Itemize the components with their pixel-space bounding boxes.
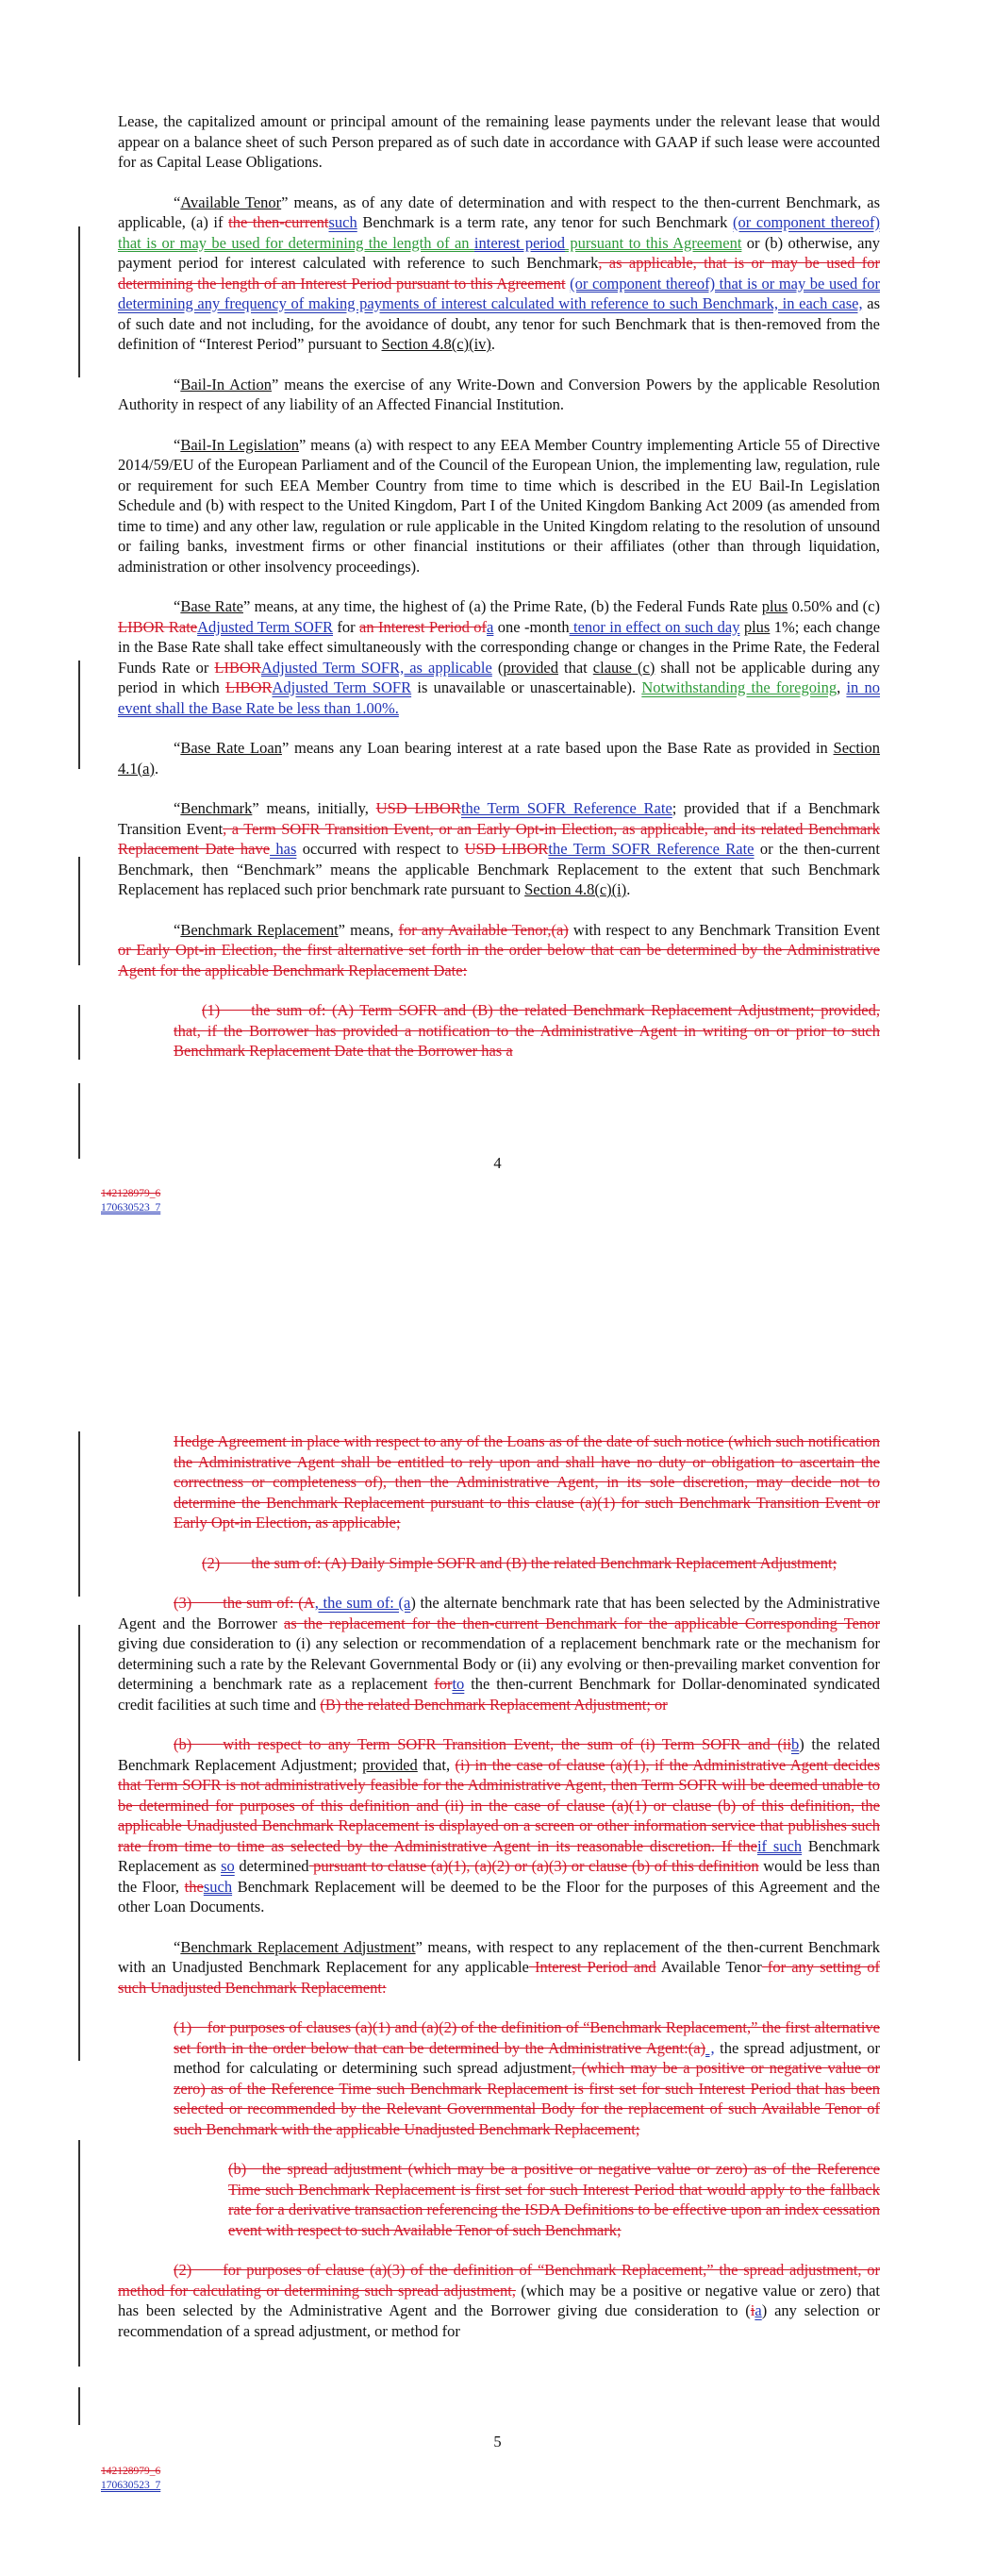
change-bar (78, 1889, 80, 2061)
def-base-rate-loan: “Base Rate Loan” means any Loan bearing interest at a rate based upon the Base Rate as provided in Section 4.1(a). (118, 739, 881, 778)
def-bail-in-legislation: “Bail-In Legislation” means (a) with respect to any EEA Member Country implementing Article 55 of Directive 2014/59/EU of the European Parliament and of the Council of the European Union, the implementing law, regulation, rule or requirement for such EEA Member Country from time to time which is described in the EU Bail-In Legislation Schedule and (b) with respect to the United Kingdom, Part I of the United Kingdom Banking Act 2009 (as amended from time to time) and any other law, regulation or rule applicable in the United Kingdom relating to the resolution of unsound or failing banks, investment firms or other financial institutions or their affiliates (other than through liquidation, administration or other insolvency proceedings). (118, 435, 880, 576)
change-bar (78, 857, 80, 965)
def-base-rate: “Base Rate” means, at any time, the highest of (a) the Prime Rate, (b) the Federal Funds Rate plus 0.50% and (c) LIBOR RateAdjusted Term SOFR for an Interest Period ofa one -month tenor in effect on such day plus 1%; each change in the Base Rate shall take effect simultaneously with the corresponding change or changes in the Prime Rate, the Federal Funds Rate or LIBORAdjusted Term SOFR, as applicable (provided that clause (c) shall not be applicable during any period in which LIBORAdjusted Term SOFR is unavailable or unascertainable). Notwithstanding the foregoing, in no event shall the Base Rate be less than 1.00%. (118, 597, 881, 717)
adj-clause-1: (1) for purposes of clauses (a)(1) and (a)(2) of the definition of “Benchmark Replacement,” the first alternative set forth in the order below that can be determined by the Administrative Agent:(a) , the spread adjustment, or method for calculating or determining such spread adjustment, (which may be a positive or negative value or zero) as of the Reference Time such Benchmark Replacement is first set for such Interest Period that has been selected or recommended by the Relevant Governmental Body for the replacement of such Available Tenor of such Benchmark with the applicable Unadjusted Benchmark Replacement; (174, 2018, 880, 2138)
change-bar (78, 2140, 80, 2367)
change-bar (78, 226, 80, 377)
change-bar (78, 1625, 80, 1889)
clause-2: (2) the sum of: (A) Daily Simple SOFR and (B) the related Benchmark Replacement Adjustment; (202, 1553, 837, 1572)
clause-1-cont: Hedge Agreement in place with respect to any of the Loans as of the date of such notice (which such notification the Administrative Agent shall be entitled to rely upon and shall have no duty or obligation to ascertain the correctness or completeness of), then the Administrative Agent, in its sole discretion, may decide not to determine the Benchmark Replacement pursuant to this clause (a)(1) for such Benchmark Transition Event or Early Opt-in Election, as applicable; (174, 1432, 880, 1531)
change-bar (78, 2387, 80, 2425)
def-benchmark: “Benchmark” means, initially, USD LIBORthe Term SOFR Reference Rate; provided that if a Benchmark Transition Event, a Term SOFR Transition Event, or an Early Opt-in Election, as applicable, and its related Benchmark Replacement Date have has occurred with respect to USD LIBORthe Term SOFR Reference Rate or the then-current Benchmark, then “Benchmark” means the applicable Benchmark Replacement to the extent that such Benchmark Replacement has replaced such prior benchmark rate pursuant to Section 4.8(c)(i). (118, 799, 881, 898)
change-bar (78, 661, 80, 769)
def-benchmark-replacement: “Benchmark Replacement” means, for any Available Tenor,(a) with respect to any Benchmark Transition Event or Early Opt-in Election, the first alternative set forth in the order below that can be determined by the Administrative Agent for the applicable Benchmark Replacement Date: (118, 920, 880, 979)
change-bar (78, 1431, 80, 1597)
def-benchmark-replacement-adjustment: “Benchmark Replacement Adjustment” means, with respect to any replacement of the then-current Benchmark with an Unadjusted Benchmark Replacement for any applicable Interest Period and Available Tenor for any setting of such Unadjusted Benchmark Replacement: (118, 1937, 880, 1997)
page-5 (0, 1302, 995, 2576)
doc-footer: 142128979_6 170630523_7 (101, 2466, 161, 2491)
page-number: 5 (493, 2433, 502, 2451)
adj-clause-b: (b) the spread adjustment (which may be a positive or negative value or zero) as of the Reference Time such Benchmark Replacement is first set for such Interest Period that would apply to the fallback rate for a derivative transaction referencing the ISDA Definitions to be effective upon an index cessation event with respect to such Available Tenor of such Benchmark; (228, 2160, 880, 2239)
def-available-tenor: “Available Tenor” means, as of any date of determination and with respect to the then-current Benchmark, as applicable, (a) if the then-currentsuch Benchmark is a term rate, any tenor for such Benchmark (or component thereof) that is or may be used for determining the length of an interest period pursuant to this Agreement or (b) otherwise, any payment period for interest calculated with reference to such Benchmark, as applicable, that is or may be used for determining the length of an Interest Period pursuant to this Agreement (or component thereof) that is or may be used for determining any frequency of making payments of interest calculated with reference to such Benchmark, in each case, as of such date and not including, for the avoidance of doubt, any tenor for such Benchmark that is then-removed from the definition of “Interest Period” pursuant to Section 4.8(c)(iv). (118, 192, 881, 353)
para-lease: Lease, the capitalized amount or principal amount of the remaining lease payments under the relevant lease that would appear on a balance sheet of such Person prepared as of such date in accordance with GAAP if such lease were accounted for as Capital Lease Obligations. (118, 112, 880, 171)
page-number: 4 (493, 1154, 502, 1172)
change-bar (78, 1083, 80, 1159)
clause-1: (1) the sum of: (A) Term SOFR and (B) the related Benchmark Replacement Adjustment; provided, that, if the Borrower has provided a notification to the Administrative Agent in writing on or prior to such Benchmark Replacement Date that the Borrower has a (174, 1001, 880, 1060)
adj-clause-2: (2) for purposes of clause (a)(3) of the definition of “Benchmark Replacement,” the spread adjustment, or method for calculating or determining such spread adjustment, (which may be a positive or negative value or zero) that has been selected by the Administrative Agent and the Borrower giving due consideration to (ia) any selection or recommendation of a spread adjustment, or method for (118, 2261, 880, 2340)
def-bail-in-action: “Bail-In Action” means the exercise of any Write-Down and Conversion Powers by the applicable Resolution Authority in respect of any liability of an Affected Financial Institution. (118, 375, 880, 413)
doc-footer: 142128979_6 170630523_7 (101, 1188, 161, 1213)
clause-3: (3) the sum of: (A, the sum of: (a) the alternate benchmark rate that has been selected by the Administrative Agent and the Borrower as the replacement for the then-current Benchmark for the applicable Corresponding Tenor giving due consideration to (i) any selection or recommendation of a replacement benchmark rate or the mechanism for determining such a rate by the Relevant Governmental Body or (ii) any evolving or then-prevailing market convention for determining a benchmark rate as a replacement forto the then-current Benchmark for Dollar-denominated syndicated credit facilities at such time and (B) the related Benchmark Replacement Adjustment; or (118, 1594, 881, 1714)
clause-b: (b) with respect to any Term SOFR Transition Event, the sum of (i) Term SOFR and (iib) the related Benchmark Replacement Adjustment; provided that, (i) in the case of clause (a)(1), if the Administrative Agent decides that Term SOFR is not administratively feasible for the Administrative Agent, then Term SOFR will be deemed unable to be determined for purposes of this definition and (ii) in the case of clause (a)(1) or clause (b) of this definition, the applicable Unadjusted Benchmark Replacement is displayed on a screen or other information service that publishes such rate from time to time as selected by the Administrative Agent in its reasonable discretion. If theif such Benchmark Replacement as so determined pursuant to clause (a)(1), (a)(2) or (a)(3) or clause (b) of this definition would be less than the Floor, thesuch Benchmark Replacement will be deemed to be the Floor for the purposes of this Agreement and the other Loan Documents. (118, 1735, 880, 1915)
change-bar (78, 1005, 80, 1060)
page-body (118, 1431, 880, 2361)
page-body (118, 111, 880, 1081)
